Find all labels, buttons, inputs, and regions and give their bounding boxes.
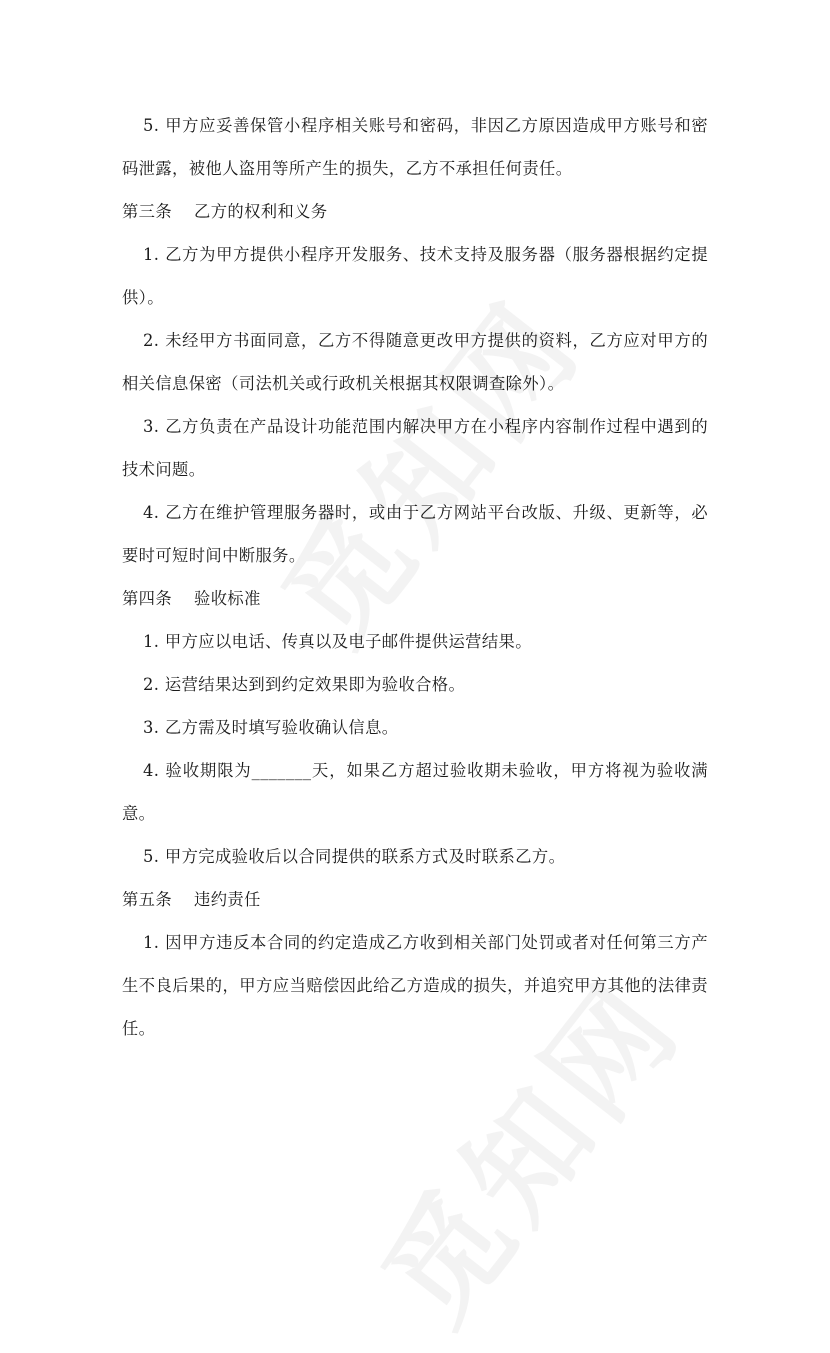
clause-4-item-2: 2. 运营结果达到到约定效果即为验收合格。 [143, 675, 466, 694]
article-3-heading [122, 190, 708, 233]
clause-3-item-2: 2. 未经甲方书面同意，乙方不得随意更改甲方提供的资料，乙方应对甲方的相关信息保密（司法机关或行政机关根据其权限调查除外）。 [122, 331, 708, 393]
clause-3-item-4: 4. 乙方在维护管理服务器时，或由于乙方网站平台改版、升级、更新等，必要时可短时间中断服务。 [122, 503, 708, 565]
article-number: 第五条 [122, 890, 173, 909]
clause-2-item-5: 5. 甲方应妥善保管小程序相关账号和密码，非因乙方原因造成甲方账号和密码泄露，被他人盗用等所产生的损失，乙方不承担任何责任。 [122, 116, 708, 178]
article-title: 违约责任 [194, 890, 261, 909]
clause-4-item-5: 5. 甲方完成验收后以合同提供的联系方式及时联系乙方。 [143, 847, 566, 866]
article-4-heading [122, 577, 708, 620]
clause-4-item-4: 4. 验收期限为_______天，如果乙方超过验收期未验收，甲方将视为验收满意。 [122, 761, 708, 823]
article-5-heading [122, 878, 708, 921]
clause-4-item-3: 3. 乙方需及时填写验收确认信息。 [143, 718, 399, 737]
article-title: 乙方的权利和义务 [194, 202, 328, 221]
clause-5-item-1: 1. 因甲方违反本合同的约定造成乙方收到相关部门处罚或者对任何第三方产生不良后果的，甲方应当赔偿因此给乙方造成的损失，并追究甲方其他的法律责任。 [122, 933, 708, 1038]
clause-3-item-1: 1. 乙方为甲方提供小程序开发服务、技术支持及服务器（服务器根据约定提供）。 [122, 245, 708, 307]
clause-3-item-3: 3. 乙方负责在产品设计功能范围内解决甲方在小程序内容制作过程中遇到的技术问题。 [122, 417, 708, 479]
article-title: 验收标准 [194, 589, 261, 608]
article-number: 第四条 [122, 589, 173, 608]
article-number: 第三条 [122, 202, 173, 221]
clause-4-item-1: 1. 甲方应以电话、传真以及电子邮件提供运营结果。 [143, 632, 532, 651]
document-page [122, 104, 708, 1050]
